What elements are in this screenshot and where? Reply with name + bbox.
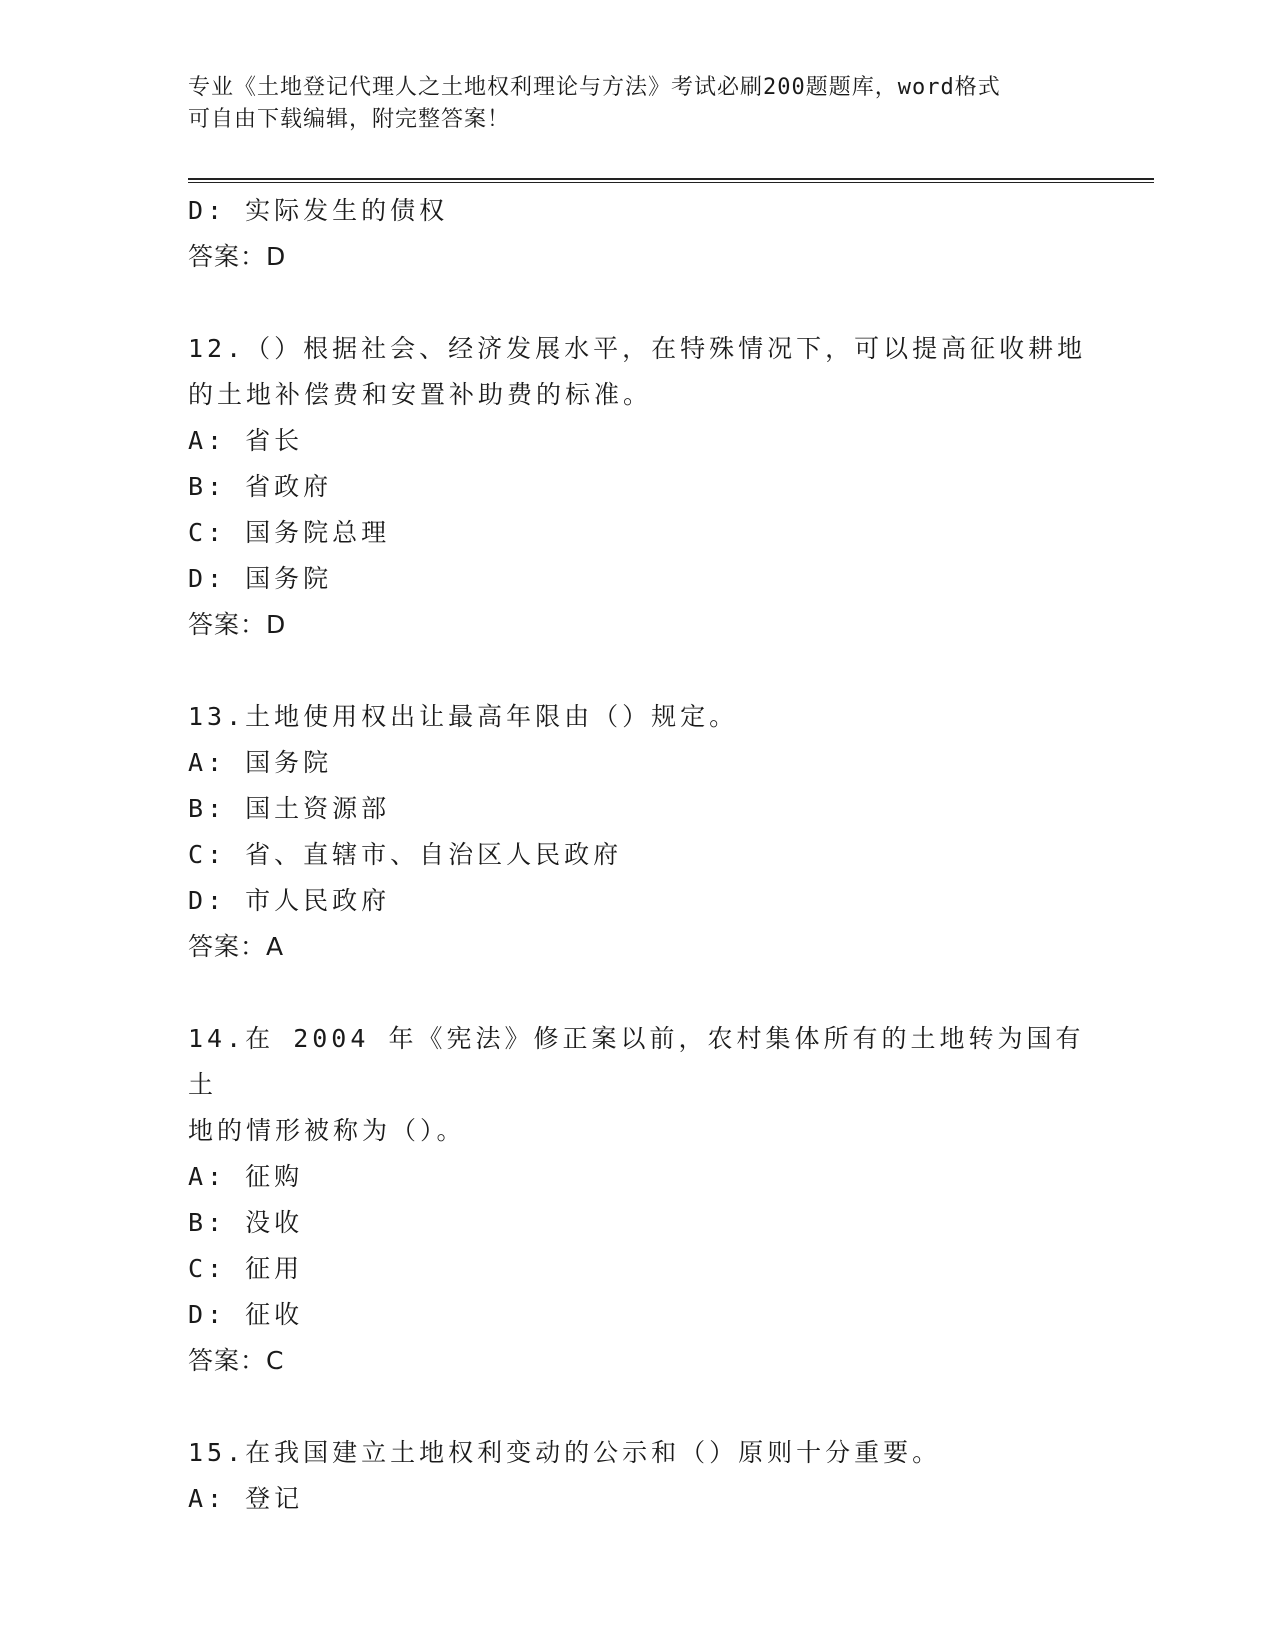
option-c: C: 国务院总理 [188,518,391,547]
question-text-line-2: 地的情形被称为（）。 [188,1116,466,1145]
answer-line: 答案：D [188,242,287,271]
spacer [188,970,1088,1016]
option-c: C: 征用 [188,1254,304,1283]
spacer [188,280,1088,326]
document-header [188,72,1088,136]
question-text-line-2: 的土地补偿费和安置补助费的标准。 [188,380,653,409]
option-a: A: 国务院 [188,748,333,777]
option-b: B: 没收 [188,1208,304,1237]
option-c: C: 省、直辖市、自治区人民政府 [188,840,623,869]
question-15 [188,1430,1088,1522]
question-12 [188,326,1088,648]
option-b: B: 省政府 [188,472,333,501]
option-d: D: 市人民政府 [188,886,391,915]
question-text-line-1: 12.（）根据社会、经济发展水平，在特殊情况下，可以提高征收耕地 [188,334,1087,363]
option-a: A: 征购 [188,1162,304,1191]
question-text-line-1: 13.土地使用权出让最高年限由（）规定。 [188,702,739,731]
header-title-line-1: 专业《土地登记代理人之土地权利理论与方法》考试必刷200题题库，word格式 [188,75,1001,100]
option-d: D: 国务院 [188,564,333,593]
option-d: D: 实际发生的债权 [188,196,449,225]
question-text-line-1: 15.在我国建立土地权利变动的公示和（）原则十分重要。 [188,1438,942,1467]
question-content [188,188,1088,1522]
option-a: A: 登记 [188,1484,304,1513]
spacer [188,1384,1088,1430]
question-14 [188,1016,1088,1384]
header-title-line-2: 可自由下载编辑，附完整答案！ [188,107,511,132]
spacer [188,648,1088,694]
option-d: D: 征收 [188,1300,304,1329]
question-13 [188,694,1088,970]
answer-line: 答案：C [188,1346,285,1375]
option-a: A: 省长 [188,426,304,455]
question-text-line-1: 14.在 2004 年《宪法》修正案以前，农村集体所有的土地转为国有土 [188,1024,1085,1099]
option-b: B: 国土资源部 [188,794,391,823]
answer-line: 答案：A [188,932,285,961]
answer-line: 答案：D [188,610,287,639]
previous-question-tail [188,188,1088,280]
header-divider [188,178,1154,183]
